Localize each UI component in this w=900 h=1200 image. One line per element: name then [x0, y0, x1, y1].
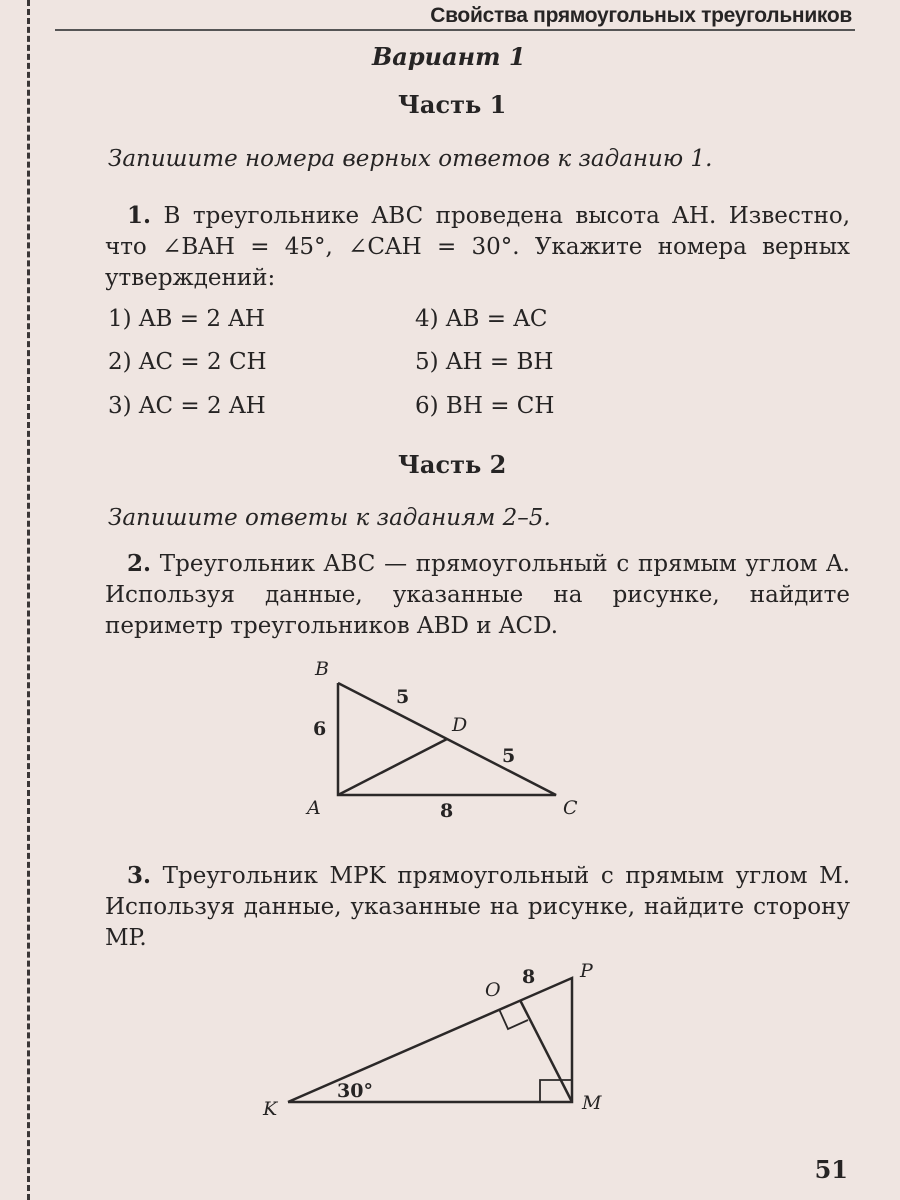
length-bd: 5	[396, 686, 410, 708]
label-k: K	[263, 1098, 278, 1120]
length-ac: 8	[440, 800, 454, 822]
label-o: O	[485, 979, 501, 1001]
task1-number: 1.	[127, 202, 152, 229]
task1-option-5: 5) AH = BH	[415, 349, 554, 375]
label-m: M	[582, 1092, 602, 1114]
triangle-mpk	[288, 978, 572, 1102]
page-number: 51	[814, 1155, 848, 1184]
task3-body: Треугольник MPK прямоугольный с прямым углом M. Используя данные, указанные на рисунке, найдите сторону MP.	[105, 863, 850, 951]
label-p: P	[580, 960, 593, 982]
altitude-mo	[520, 1000, 572, 1102]
part2-title: Часть 2	[398, 450, 507, 479]
task2-number: 2.	[127, 550, 152, 577]
task1-option-3: 3) AC = 2 AH	[108, 393, 266, 419]
task1-option-6: 6) BH = CH	[415, 393, 555, 419]
triangle-abc-figure	[338, 683, 556, 795]
label-c: C	[563, 797, 578, 819]
length-op: 8	[522, 966, 536, 988]
task3-number: 3.	[127, 862, 152, 889]
task3-text	[105, 860, 850, 954]
right-angle-o	[499, 1009, 528, 1029]
median-ad	[338, 739, 447, 795]
label-b: B	[315, 658, 329, 680]
task1-body: В треугольнике ABC проведена высота AH. Известно, что ∠BAH = 45°, ∠CAH = 30°. Укажите номера верных утверждений:	[105, 203, 851, 291]
running-header: Свойства прямоугольных треугольников	[430, 4, 852, 27]
part2-instruction: Запишите ответы к заданиям 2–5.	[108, 505, 551, 531]
task2-body: Треугольник ABC — прямоугольный с прямым углом A. Используя данные, указанные на рисунке, найдите периметр треугольников ABD и ACD.	[105, 551, 850, 639]
task1-option-1: 1) AB = 2 AH	[108, 306, 265, 332]
length-dc: 5	[502, 745, 516, 767]
task1-option-4: 4) AB = AC	[415, 306, 548, 332]
triangle-mpk-figure	[288, 978, 572, 1102]
angle-k-label: 30°	[337, 1080, 373, 1102]
task1-option-2: 2) AC = 2 CH	[108, 349, 267, 375]
label-a: A	[307, 797, 321, 819]
label-d: D	[452, 714, 468, 736]
part1-instruction: Запишите номера верных ответов к заданию 1.	[108, 146, 713, 172]
part1-title: Часть 1	[398, 90, 507, 119]
variant-title: Вариант 1	[372, 42, 526, 71]
length-ab: 6	[313, 718, 327, 740]
